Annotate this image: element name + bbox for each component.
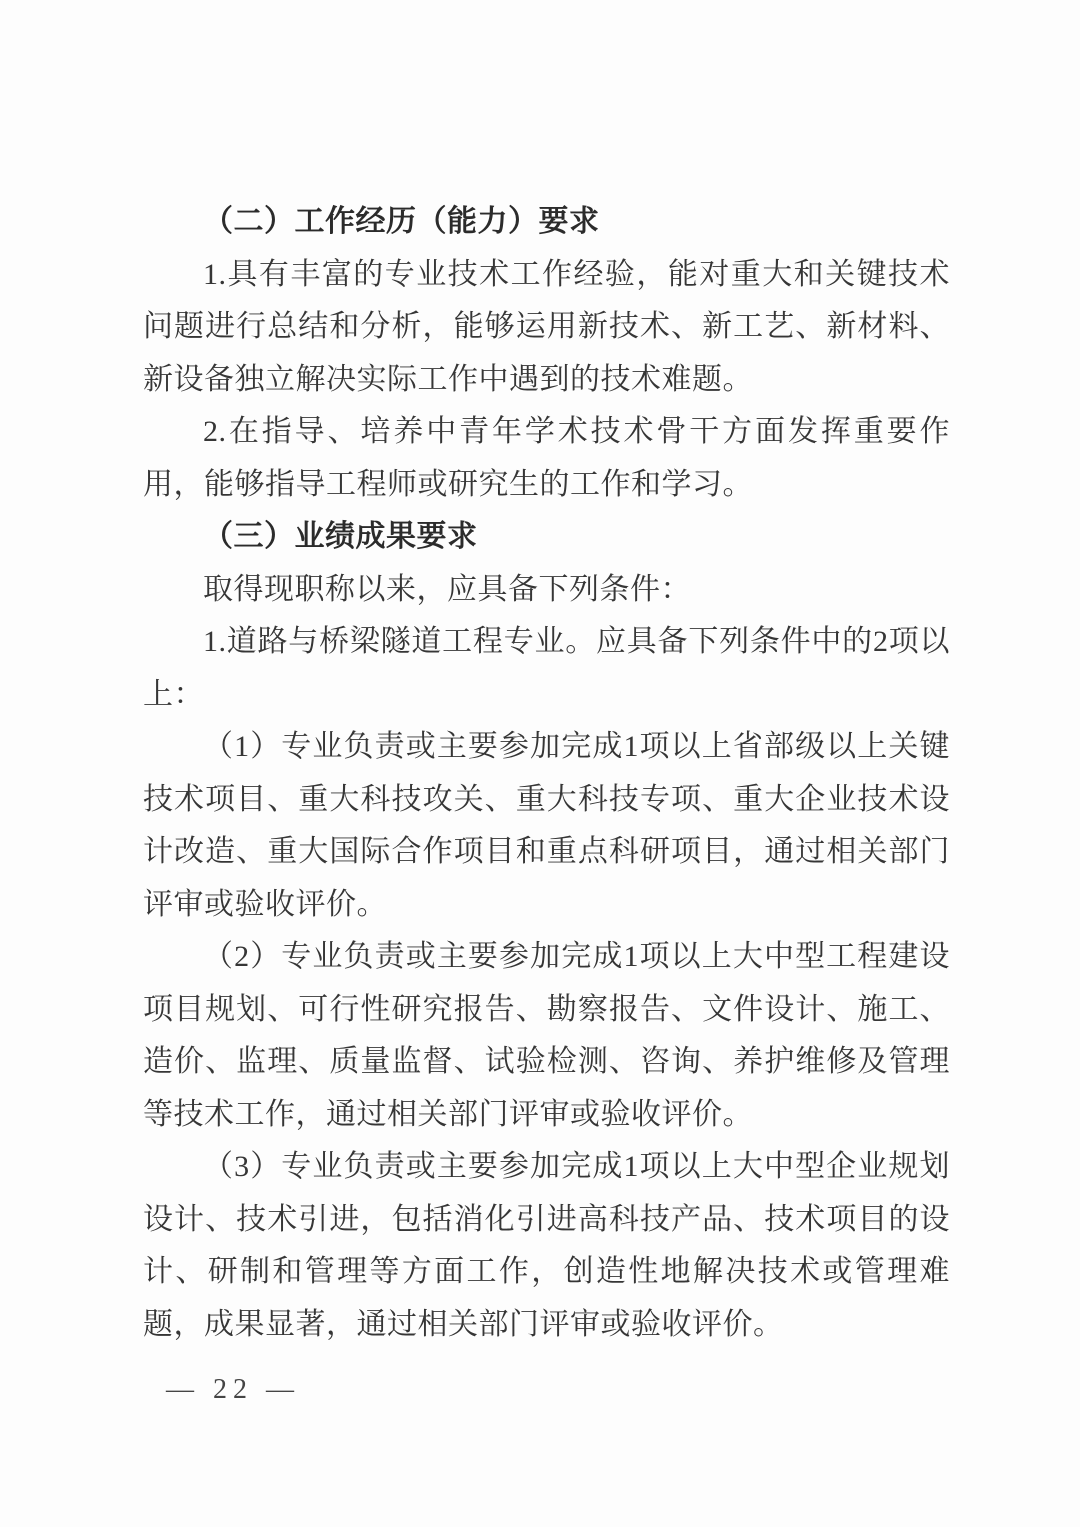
- paragraph-condition-2: （2）专业负责或主要参加完成1项以上大中型工程建设项目规划、可行性研究报告、勘察报告、文件设计、施工、造价、监理、质量监督、试验检测、咨询、养护维修及管理等技术工作，通过相关部门评审或验收评价。: [143, 940, 950, 1131]
- paragraph-condition-3: （3）专业负责或主要参加完成1项以上大中型企业规划设计、技术引进，包括消化引进高科技产品、技术项目的设计、研制和管理等方面工作，创造性地解决技术或管理难题，成果显著，通过相关部门评审或验收评价。: [143, 1150, 950, 1341]
- paragraph-experience-1: 1.具有丰富的专业技术工作经验，能对重大和关键技术问题进行总结和分析，能够运用新技术、新工艺、新材料、新设备独立解决实际工作中遇到的技术难题。: [143, 257, 950, 396]
- document-body: [143, 196, 950, 1351]
- page-number: — 22 —: [166, 1374, 300, 1405]
- paragraph-condition-1: （1）专业负责或主要参加完成1项以上省部级以上关键技术项目、重大科技攻关、重大科技专项、重大企业技术设计改造、重大国际合作项目和重点科研项目，通过相关部门评审或验收评价。: [143, 730, 950, 921]
- paragraph-specialty-road-bridge-tunnel: 1.道路与桥梁隧道工程专业。应具备下列条件中的2项以上：: [143, 625, 950, 711]
- paragraph-experience-2: 2.在指导、培养中青年学术技术骨干方面发挥重要作用，能够指导工程师或研究生的工作和学习。: [143, 415, 950, 501]
- section-heading-work-experience: （二）工作经历（能力）要求: [203, 205, 600, 238]
- paragraph-achievements-intro: 取得现职称以来，应具备下列条件：: [203, 572, 691, 606]
- section-heading-achievements: （三）业绩成果要求: [203, 520, 478, 553]
